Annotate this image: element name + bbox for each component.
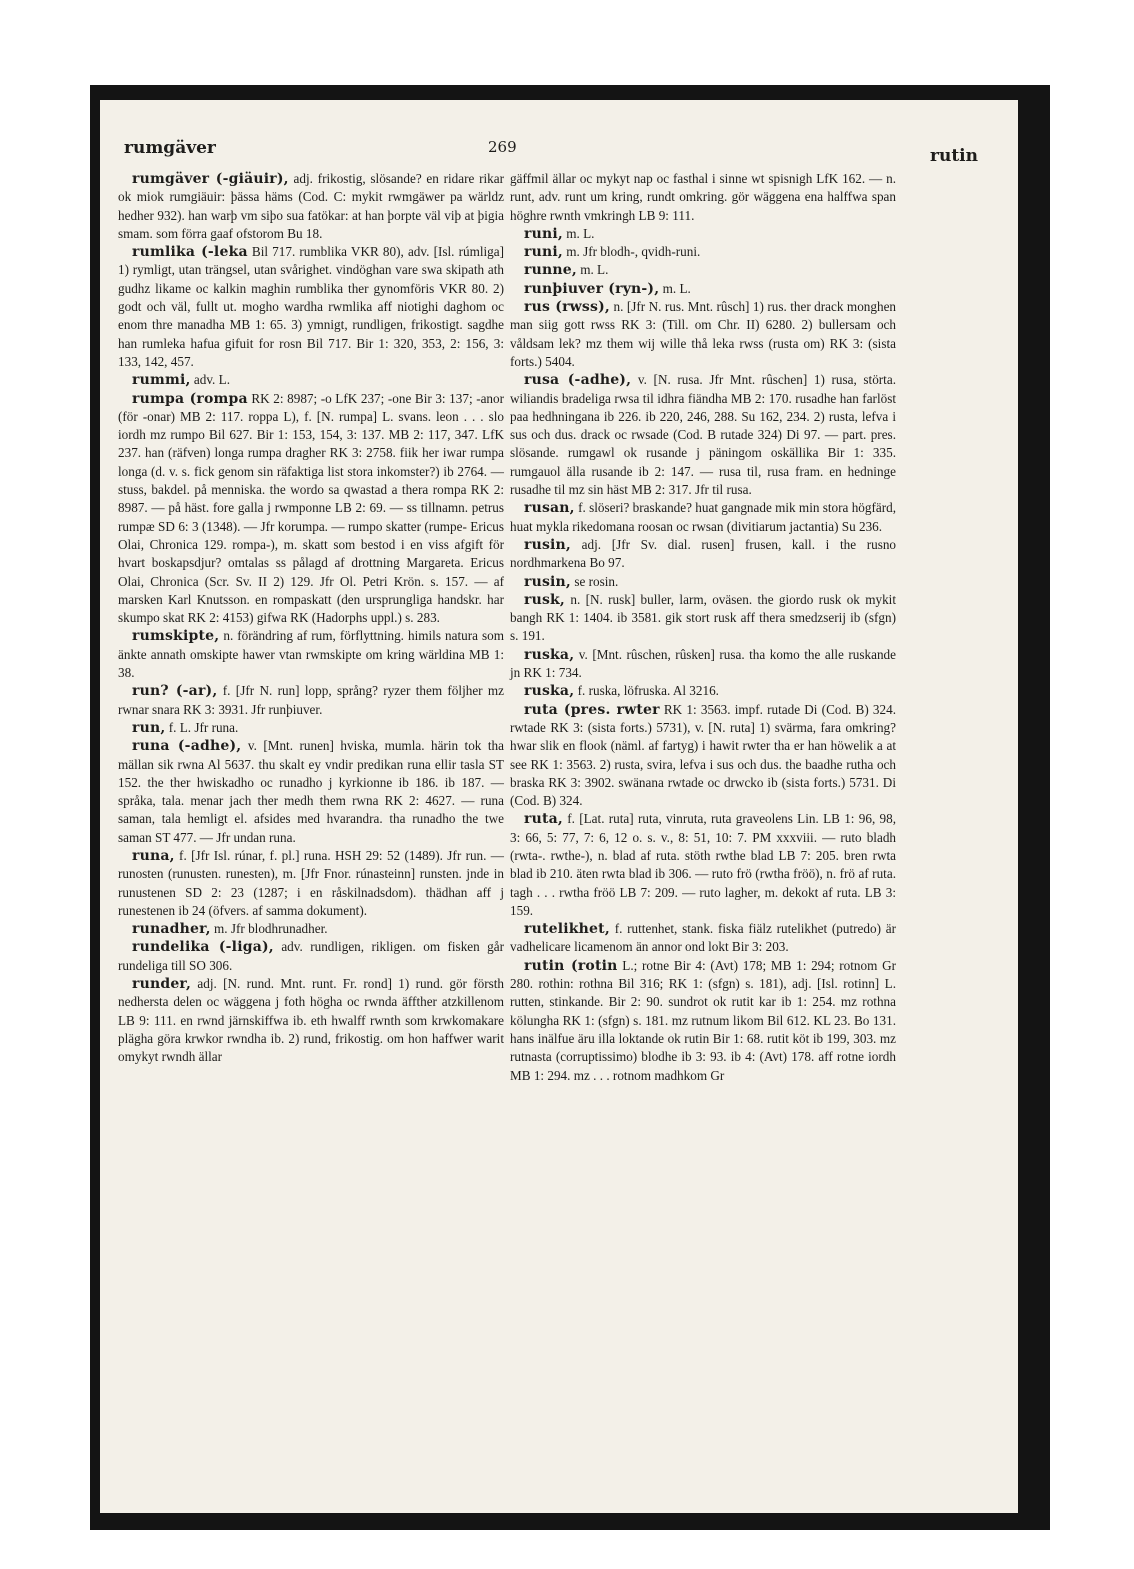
entry-text: v. [N. rusa. Jfr Mnt. rûschen] 1) rusa, störta. wiliandis bradeliga rwsa til idhra fiändha MB 2: 170. rusadhe han farlöst paa hedhningana ib 226. ib 220, 246, 288. Su 162, 234. 2) rusta, lefva i sus och dus. drack oc rwsade (Cod. B rutade 324) Di 97. — part. pres. slösande. rumgawl ok rusande j päningom oskällika Bir 1: 335. rumgauol älla rusande ib 2: 147. — rusa til, rusa fram. en hedninge rusadhe til mz sin häst MB 2: 317. Jfr til rusa. [510,372,896,498]
dictionary-entry [118,719,504,737]
dictionary-entry [510,536,896,573]
dictionary-entry [118,170,504,243]
entry-headword: rundelika (-liga), [132,939,274,956]
entry-text: f. slöseri? braskande? huat gangnade mik min stora högfärd, huat mykla rikedomana roosan oc rwsan (divitiarum jactantia) Su 236. [510,500,896,534]
dictionary-page [100,100,1018,1513]
dictionary-entry [510,646,896,683]
dictionary-entry [118,371,504,389]
page-number: 269 [488,138,517,156]
entry-headword: rusa (-adhe), [524,372,632,389]
entry-text: v. [Mnt. runen] hviska, mumla. härin tok tha mällan sik rwna Al 5637. thu skalt ey vndir predikan runa ellir tasla ST 152. the ther hwiskadho oc runadho j kyrkionne ib 186. ib 187. — språka, tala. menar jach ther medh them rwna RK 2: 4627. — runa saman, tala hemligt el. afsides med hvarandra. tha runadho the twe saman ST 477. — Jfr undan runa. [118,738,504,845]
dictionary-entry [510,701,896,811]
entry-text: m. L. [580,262,609,278]
dictionary-entry [510,682,896,700]
dictionary-entry [510,920,896,957]
entry-headword: run? (-ar), [132,683,218,700]
entry-text: adv. L. [193,372,231,388]
dictionary-entry [118,920,504,938]
right-column [510,170,896,1085]
entry-text: adj. [N. rund. Mnt. runt. Fr. rond] 1) rund. gör försth nedhersta delen oc wäggena j foth högha oc rwnda äffther atzkillenom LB 9: 111. en rwnd järnskiffwa ib. eth hwalff rwnth som krwkomakare plägha göra krwkor rwndha ib. 2) rund, frikostig. om hon haffwer warit omykyt rwndh ällar [118,976,504,1065]
entry-headword: ruta (pres. rwter [524,701,660,718]
entry-text: Bil 717. rumblika VKR 80), adv. [Isl. rúmliga] 1) rymligt, utan trängsel, utan svårighet. vindöghan vare swa skipath ath gudhz likame oc kalkin maghin rumblika ther gynomföris VKR 80. 2) godt och väl, fullt ut. mogho wardha rwmlika aff niotighi daghom oc enom thre manadha MB 1: 65. 3) ymnigt, rundligen, frikostigt. sagdhe han rumleka hafua gifuit for rosn Bil 717. Bir 1: 320, 353, 2: 156, 3: 133, 142, 457. [118,244,505,369]
left-guide-word: rumgäver [124,138,216,158]
left-column [118,170,504,1067]
entry-text: f. [Jfr N. run] lopp, språng? ryzer them följher mz rwnar snara RK 3: 3931. Jfr runþiuver. [118,683,505,717]
entry-text: se rosin. [574,573,619,589]
entry-text: m. L. [566,225,595,241]
entry-text: f. [Lat. ruta] ruta, vinruta, ruta graveolens Lin. LB 1: 96, 98, 3: 66, 5: 77, 7: 6, 12 o. s. v., 8: 51, 10: 7. PM xxxviii. — ruto bladh (rwta-. rwthe-), n. blad af ruta. stöth rwthe blad LB 7: 205. bren rwta blad ib 210. äten rwta blad ib 306. — ruto frö (rwtha fröö), n. frö af ruta. tagh . . . rwtha fröö LB 7: 209. — ruto lagher, m. dekokt af ruta. LB 3: 159. [510,811,897,918]
entry-headword: rusin, [524,536,572,553]
dictionary-entry [510,957,896,1085]
entry-headword: ruta, [524,811,563,828]
entry-headword: rusin, [524,573,572,590]
entry-headword: rummi, [132,372,191,389]
entry-headword: rumgäver (-giäuir), [132,171,289,187]
entry-headword: runa (-adhe), [132,738,242,755]
dictionary-entry [510,261,896,279]
dictionary-entry [118,737,504,847]
entry-text: v. [Mnt. rûschen, rûsken] rusa. tha komo the alle ruskande jn RK 1: 734. [510,646,896,681]
entry-headword: ruska, [524,683,575,700]
entry-text: adv. rundligen, rikligen. om fisken går rundeliga till SO 306. [118,939,504,973]
entry-headword: runþiuver (ryn-), [524,280,660,297]
entry-headword: rus (rwss), [524,299,610,316]
entry-text: m. Jfr blodhrunadher. [214,921,328,937]
dictionary-entry [118,243,504,371]
entry-headword: runadher, [132,921,211,938]
entry-headword: rumskipte, [132,628,220,645]
dictionary-entry [118,682,504,719]
dictionary-entry [510,170,896,225]
dictionary-entry [118,847,504,920]
entry-text: f. ruska, löfruska. Al 3216. [577,683,719,699]
dictionary-entry [510,371,896,499]
entry-text: adj. [Jfr Sv. dial. rusen] frusen, kall. i the rusno nordhmarkena Bo 97. [510,536,897,571]
entry-headword: rutin (rotin [524,957,618,974]
entry-headword: runi, [524,244,563,261]
dictionary-entry [510,280,896,298]
dictionary-entry [510,499,896,536]
dictionary-entry [510,591,896,646]
entry-text: n. [Jfr N. rus. Mnt. rûsch] 1) rus. ther drack monghen man siig gott rwss RK 3: (Till. om Chr. II) 6280. 2) bullersam och våldsam lek? mz them wij wille thå leka rwss (rusta om) RK 3: (sista forts.) 5404. [510,299,897,369]
entry-text: n. förändring af rum, förflyttning. himils natura som änkte annath omskipte hawer vtan rwmskipte om kring wärldina MB 1: 38. [118,628,504,681]
entry-headword: runne, [524,262,577,279]
entry-headword: rumlika (-leka [132,244,248,261]
dictionary-entry [118,390,504,628]
entry-text: n. [N. rusk] buller, larm, oväsen. the giordo rusk ok mykit bangh RK 1: 1404. ib 3581. gik stort rusk aff thera smedzserij ib (sfgn) s. 191. [510,591,897,644]
dictionary-entry [510,573,896,591]
entry-headword: rumpa (rompa [132,390,248,407]
entry-headword: rutelikhet, [524,921,610,938]
dictionary-entry [118,627,504,682]
entry-text: adj. frikostig, slösande? en ridare rikar ok miok rumgiäuir: þässa häms (Cod. C: mykit rwmgäwer pa wärldz hedher 932). han warþ vm siþo sua fatökar: at han þorpte väl viþ at þigia smam. som förra gaaf ofstorom Bu 18. [118,171,505,241]
entry-headword: ruska, [524,646,575,663]
entry-text: L.; rotne Bir 4: (Avt) 178; MB 1: 294; rotnom Gr 280. rothin: rothna Bil 316; RK 1: (sfgn) s. 181), adj. [Isl. rotinn] L. rutten, stinkande. Bir 2: 90. sundrot ok rutit kar ib 1: 254. mz rothna kölungha RK 1: (sfgn) s. 181. mz rutnum likom Bil 612. KL 23. Bo 131. hans inälfue äru illa loktande ok rutin Bir 1: 68. rutit köt ib 199, 303. mz rutnasta (corruptissimo) blodhe ib 3: 93. ib 4: (Avt) 178. aff rotne iordh MB 1: 294. mz . . . rotnom madhkom Gr [510,957,896,1083]
dictionary-entry [510,298,896,371]
entry-text: gäffmil ällar oc mykyt nap oc fasthal i sinne wt spisnigh LfK 162. — n. runt, adv. runt um kring, rundt omkring. gör wäggena ena halffwa span höghre rwnth vmkringh LB 9: 111. [510,171,896,223]
entry-headword: runder, [132,976,192,993]
dictionary-entry [118,975,504,1066]
entry-headword: rusan, [524,500,575,517]
entry-text: m. L. [662,280,691,296]
entry-text: f. [Jfr Isl. rúnar, f. pl.] runa. HSH 29: 52 (1489). Jfr run. — runosten (runusten. runesten), m. [Jfr Fnor. rúnasteinn] runsten. jnde in runustenen SD 2: 23 (1287; i en råskilnadsdom). thädhan aff j runestenen ib 24 (öfvers. af samma dokument). [118,847,504,918]
entry-text: RK 1: 3563. impf. rutade Di (Cod. B) 324. rwtade RK 3: (sista forts.) 5731), v. [N. ruta] 1) svärma, fara omkring? hwar slik en flook (näml. af fartyg) i hawit rwter tha er han höwelik a at see RK 1: 3563. 2) rusta, svira, lefva i sus och dus. the baadhe rutha och braska RK 3: 3902. swänana rwtade oc drwcko ib (sista forts.) 5731. Di (Cod. B) 324. [510,701,897,809]
entry-text: f. L. Jfr runa. [168,719,239,735]
entry-headword: run, [132,719,166,736]
dictionary-entry [510,810,896,920]
entry-text: RK 2: 8987; -o LfK 237; -one Bir 3: 137; -anor (för -onar) MB 2: 117. roppa L), f. [N. rumpa] L. svans. leon . . . slo iordh mz rumpo Bil 627. Bir 1: 153, 154, 3: 137. MB 2: 117, 347. LfK 237. han (räfven) longa rumpa dragher RK 3: 2758. fiik her iwar rumpa longa (d. v. s. fick genom sin räfaktiga list stora inkomster?) ib 2764. — stuss, bakdel. på menniska. the wordo sa qwastad a thera rompa RK 2: 8987. — på häst. fore galla j rwmponne LB 2: 69. — ss tillnamn. petrus rumpæ SD 6: 3 (1348). — Jfr korumpa. — rumpo skatter (rumpe- Ericus Olai, Chronica 129. rompa-), m. skatt som bestod i en viss afgift för hvart boskapsdjur? omtalas ss pålagd af drottning Margareta. Ericus Olai, Chronica (Scr. Sv. II 2) 129. Jfr Ol. Petri Krön. s. 157. — af marsken Karl Knutsson. en rompaskatt (den ursprungliga handskr. har skumpo skat RK 2: 4153) gifwa RK (Hadorphs uppl.) s. 283. [118,390,505,626]
entry-text: f. ruttenhet, stank. fiska fiälz rutelikhet (putredo) är vadhelicare licamenom än annor ond lokt Bir 3: 203. [510,921,896,955]
entry-headword: runa, [132,847,175,864]
entry-headword: rusk, [524,591,566,608]
entry-headword: runi, [524,225,563,242]
dictionary-entry [510,243,896,261]
right-guide-word: rutin [930,146,978,166]
dictionary-entry [118,938,504,975]
entry-text: m. Jfr blodh-, qvidh-runi. [566,244,701,260]
dictionary-entry [510,225,896,243]
